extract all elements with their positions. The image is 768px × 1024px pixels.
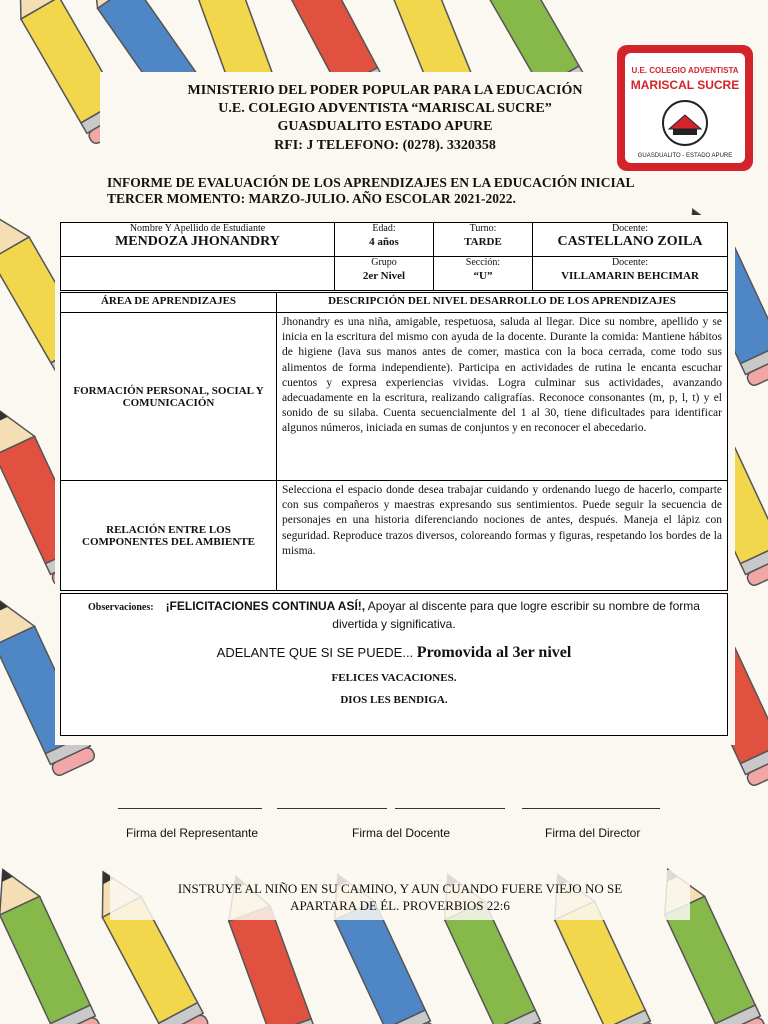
ministry-heading: MINISTERIO DEL PODER POPULAR PARA LA EDUCACIÓN [187, 83, 583, 98]
proverb-quote [130, 880, 670, 914]
teacher2-label: Docente: [611, 257, 649, 268]
area-header: ÁREA DE APRENDIZAJES [61, 293, 277, 313]
area-environment: RELACIÓN ENTRE LOS COMPONENTES DEL AMBIENTE [61, 481, 277, 591]
teacher-signature-line-1 [277, 808, 387, 809]
logo-top-text: U.E. COLEGIO ADVENTISTA [631, 66, 739, 75]
shift-value: TARDE [464, 236, 502, 248]
group-cell [335, 257, 434, 291]
group-value: 2er Nivel [362, 270, 406, 282]
teacher2-cell [533, 257, 728, 291]
area-personal-social: FORMACIÓN PERSONAL, SOCIAL Y COMUNICACIÓN [61, 313, 277, 481]
description-personal-social: Jhonandry es una niña, amigable, respetuosa, saluda al llegar. Dice su nombre, apellido y se inicia en la escritura del mismo con ayuda de la docente. Durante la comida: Mantiene hábitos de higiene (lava sus manos antes de comer, mastica con la boca cerrada, come todo sus alimentos de forma independiente). Participa en actividades de rutina le encanta escuchar cuentos y expresa experiencias vividas. Logra culminar sus actividades, avanzando adecuadamente en la escritura, realizando caligrafías. Reconoce consonantes (m, p, l, t) y el sonido de su silaba. Cuenta secuencialmente del 1 al 30, tiene dificultades para identificar algunos números, iniciada en sumas de conjuntos y en reconocer el abecedario. [277, 313, 728, 481]
report-title-line2: TERCER MOMENTO: MARZO-JULIO. AÑO ESCOLAR 2021-2022. [107, 191, 516, 206]
observations-box [60, 593, 728, 736]
student-name-label: Nombre Y Apellido de Estudiante [129, 223, 266, 234]
school-rif-phone: RFI: J TELEFONO: (0278). 3320358 [274, 138, 496, 153]
teacher2-value: VILLAMARIN BEHCIMAR [561, 270, 699, 282]
age-label: Edad: [372, 223, 396, 234]
observations-text: Apoyar al discente para que logre escribir su nombre de forma divertida y significativa. [332, 599, 700, 631]
student-info-table [60, 222, 728, 291]
school-logo [617, 45, 753, 171]
logo-name: MARISCAL SUCRE [630, 78, 740, 92]
report-title-line1: INFORME DE EVALUACIÓN DE LOS APRENDIZAJES EN LA EDUCACIÓN INICIAL [107, 175, 635, 190]
observations-paragraph [61, 594, 727, 632]
teacher-signature-line-2 [395, 808, 505, 809]
section-cell [434, 257, 533, 291]
dios-les-bendiga: DIOS LES BENDIGA. [340, 694, 448, 706]
adelante-text: ADELANTE QUE SI SE PUEDE... [216, 645, 417, 660]
teacher-cell [533, 223, 728, 257]
teacher-signature-label: Firma del Docente [352, 826, 451, 840]
evaluation-table [60, 292, 728, 591]
section-label: Sección: [465, 257, 501, 268]
empty-cell [61, 257, 335, 291]
school-name: U.E. COLEGIO ADVENTISTA “MARISCAL SUCRE” [218, 101, 552, 116]
description-environment: Selecciona el espacio donde desea trabajar cuidando y ordenando luego de hacerlo, comparte con sus compañeros y maestras expresando sus sentimientos. Puede seguir la secuencia de personajes en una historia diferenciando nociones de antes, después. Maneja el lápiz con seguridad. Reproduce trazos diversos, coloreando formas y figuras, respetando los bordes de la misma. [277, 481, 728, 591]
director-signature-label: Firma del Director [545, 826, 641, 840]
observations-highlight: ¡FELICITACIONES CONTINUA ASÍ!, [165, 599, 366, 613]
director-signature-line [522, 808, 660, 809]
promotion-line [61, 644, 727, 662]
proverb-line1: INSTRUYE AL NIÑO EN SU CAMINO, Y AUN CUANDO FUERE VIEJO NO SE [177, 881, 623, 896]
age-cell [335, 223, 434, 257]
age-value: 4 años [369, 236, 399, 248]
section-value: “U” [473, 270, 493, 282]
group-label: Grupo [371, 257, 397, 268]
student-name-cell [61, 223, 335, 257]
promotion-text: Promovida al 3er nivel [416, 644, 572, 661]
felices-vacaciones: FELICES VACACIONES. [331, 672, 457, 684]
shift-label: Turno: [469, 223, 497, 234]
shift-cell [434, 223, 533, 257]
representative-signature-label: Firma del Representante [126, 826, 259, 840]
teacher-label: Docente: [611, 223, 649, 234]
representative-signature-line [118, 808, 262, 809]
report-title [107, 175, 667, 207]
school-location: GUASDUALITO ESTADO APURE [277, 119, 493, 134]
observations-label: Observaciones: [88, 602, 154, 613]
student-name: MENDOZA JHONANDRY [115, 234, 280, 249]
teacher-value: CASTELLANO ZOILA [557, 234, 703, 249]
proverb-line2: APARTARA DE ÉL. PROVERBIOS 22:6 [290, 898, 510, 913]
logo-bottom-text: GUASDUALITO - ESTADO APURE [637, 153, 733, 159]
description-header: DESCRIPCIÓN DEL NIVEL DESARROLLO DE LOS APRENDIZAJES [277, 293, 728, 313]
